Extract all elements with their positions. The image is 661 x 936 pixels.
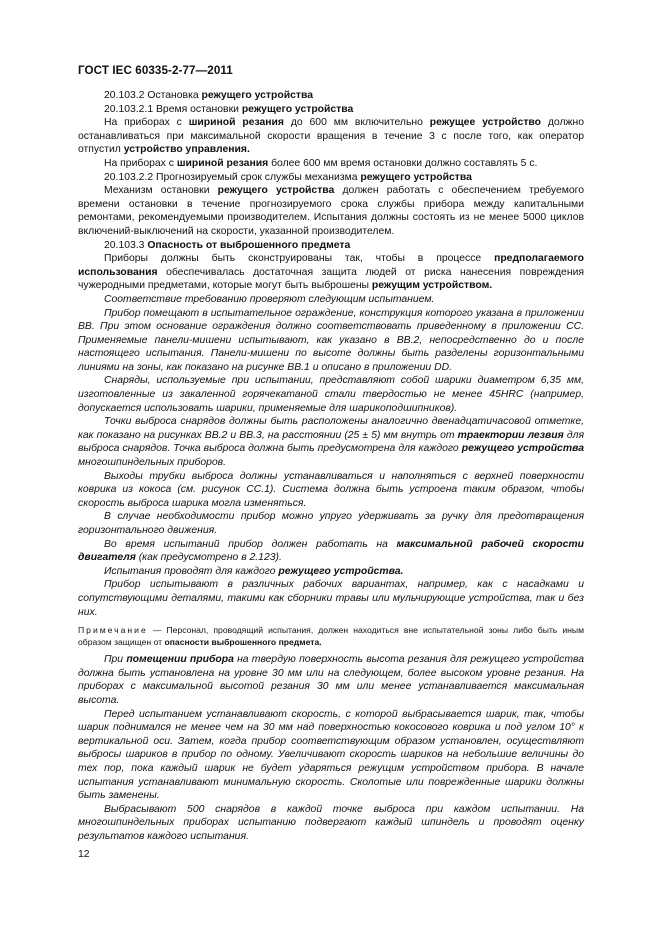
paragraph bbox=[78, 103, 584, 117]
text-run: Снаряды, используемые при испытании, представляют собой шарики диаметром 6,35 мм, изготовленные из закаленной горячекатаной стали твердостью не менее 45HRC (например, допускается использовать шарики, применяемые для шарикоподшипников). bbox=[78, 375, 584, 414]
paragraph bbox=[78, 116, 584, 157]
note-label: Примечание bbox=[78, 625, 148, 636]
bold-term: опасности выброшенного предмета. bbox=[164, 637, 322, 648]
bold-term: шириной резания bbox=[176, 157, 269, 169]
paragraph bbox=[78, 293, 584, 307]
text-run: 20.103.2 Остановка bbox=[104, 90, 202, 101]
bold-term: максимальной рабочей скорости двигателя bbox=[78, 538, 584, 564]
bold-term: режущего устройства bbox=[241, 103, 354, 115]
text-run: Точки выброса снарядов должны быть расположены аналогично двенадцатичасовой отметке, как показано на рисунках ВВ.2 и ВВ.3, на расстоянии (25 ± 5) мм внутрь от bbox=[78, 416, 584, 441]
bold-term: режущее устройство bbox=[429, 117, 542, 129]
paragraph bbox=[78, 565, 584, 579]
text-run: Перед испытанием устанавливают скорость, с которой выбрасывается шарик, так, чтобы шарик поднимался не менее чем на 30 мм над поверхностью кокосового коврика и под углом 10° к вертикальной оси. Затем, когда прибор соответствующим образом установлен, осуществляют выбросы шариков в прибор по одному. Увеличивают скорость шариков на небольшие величины до тех пор, пока каждый шарик не будет ударяться режущим устройством прибора. В начале испытания устанавливают минимальную скорость. Сколотые или поврежденные шарики должны быть заменены. bbox=[78, 708, 584, 802]
text-run: на твердую поверхность высота резания для режущего устройства должна быть установлена на уровне 30 мм или на следующем, более высоком уровне резания. На приборах с максимальной высотой резания 30 мм или менее устанавливается максимальная высота. bbox=[78, 654, 584, 706]
bold-term: режущего устройства bbox=[201, 90, 313, 101]
paragraph bbox=[78, 653, 584, 707]
text-run: Испытания проводят для каждого bbox=[104, 565, 279, 577]
text-run: обеспечивалась достаточная защита людей от риска нанесения повреждения чужеродными предметами, которые могут быть выброшены bbox=[78, 266, 584, 292]
text-run: Во время испытаний прибор должен работать на bbox=[104, 538, 397, 550]
bold-term: помещении прибора bbox=[126, 654, 234, 666]
text-run: до 600 мм включительно bbox=[284, 117, 430, 129]
text-block-main bbox=[78, 89, 584, 619]
text-run: для выброса снарядов. Точка выброса должна быть предусмотрена для каждого bbox=[78, 429, 584, 455]
text-run: При bbox=[104, 654, 127, 666]
text-run: Выбрасывают 500 снарядов в каждой точке выброса при каждом испытании. На многошпиндельных приборах испытанию подвергают каждый шпиндель и проводят оценку результатов каждого испытания. bbox=[78, 803, 584, 842]
text-run: Прибор помещают в испытательное ограждение, конструкция которого указана в приложении ВВ. При этом основание ограждения должно соответствовать приведенному в приложении СС. Применяемые панели-мишени испытывают, как указано в ВВ.2, непосредственно до и после настоящего испытания. Панели-мишени по высоте должны быть разделены горизонтальными линиями на зоны, как показано на рисунке ВВ.1 и описано в приложении DD. bbox=[78, 307, 584, 373]
text-block-continuation bbox=[78, 653, 584, 843]
paragraph bbox=[78, 239, 584, 253]
bold-term: устройство управления. bbox=[123, 144, 250, 156]
note-paragraph bbox=[78, 624, 584, 648]
text-run: более 600 мм время остановки должно составлять 5 с. bbox=[268, 157, 538, 169]
paragraph bbox=[78, 415, 584, 469]
paragraph bbox=[78, 538, 584, 565]
text-run: На приборах с bbox=[104, 117, 189, 129]
text-run: 20.103.2.1 Время остановки bbox=[104, 103, 242, 115]
bold-term: режущего устройства bbox=[217, 185, 335, 197]
bold-term: режущего устройства bbox=[461, 443, 584, 455]
text-run: многошпиндельных приборов. bbox=[78, 457, 226, 469]
text-run: 20.103.2.2 Прогнозируемый срок службы механизма bbox=[104, 171, 361, 183]
paragraph bbox=[78, 307, 584, 375]
document-body bbox=[78, 89, 584, 843]
paragraph bbox=[78, 470, 584, 511]
text-run: На приборах с bbox=[104, 157, 177, 169]
bold-term: траектории лезвия bbox=[457, 429, 564, 441]
paragraph bbox=[78, 803, 584, 844]
paragraph bbox=[78, 708, 584, 803]
bold-term: режущего устройства. bbox=[278, 565, 404, 577]
paragraph bbox=[78, 252, 584, 293]
bold-term: режущего устройства bbox=[360, 171, 472, 183]
paragraph bbox=[78, 171, 584, 185]
text-run: Соответствие требованию проверяют следующим испытанием. bbox=[104, 293, 435, 305]
text-run: Выходы трубки выброса должны устанавливаться и наполняться с верхней поверхности коврика из кокоса (см. рисунок СС.1). Система должна быть устроена таким образом, чтобы скорость выброса шарика могла изменяться. bbox=[78, 470, 584, 509]
paragraph bbox=[78, 89, 584, 103]
text-run: Приборы должны быть сконструированы так, чтобы в процессе bbox=[104, 253, 495, 265]
bold-term: Опасность от выброшенного предмета bbox=[147, 239, 351, 251]
paragraph bbox=[78, 374, 584, 415]
bold-term: шириной резания bbox=[188, 117, 284, 129]
page-header-title: ГОСТ IEC 60335-2-77—2011 bbox=[78, 64, 233, 77]
text-run: должен работать с обеспечением требуемого времени остановки в течение прогнозируемого срока службы прибора между капитальными ремонтами, рекомендуемыми производителем. Испытания должны состоять из не менее 5000 циклов включений-выключений на скорости, указанной производителем. bbox=[78, 185, 585, 237]
text-run: В случае необходимости прибор можно упруго удерживать за ручку для предотвращения горизонтального движения. bbox=[78, 511, 584, 536]
bold-term: режущим устройством. bbox=[371, 280, 493, 292]
paragraph bbox=[78, 157, 584, 171]
text-run: должно останавливаться при максимальной скорости вращения в течение 3 с после того, как оператор отпустил bbox=[78, 117, 585, 156]
paragraph bbox=[78, 578, 584, 619]
text-run: 20.103.3 bbox=[104, 239, 148, 251]
text-run: (как предусмотрено в 2.123). bbox=[135, 552, 282, 564]
text-run: Прибор испытывают в различных рабочих вариантах, например, как с насадками и сопутствующими деталями, такими как сборники травы или мульчирующие устройства, так и без них. bbox=[78, 579, 584, 618]
bold-term: предполагаемого использования bbox=[78, 253, 584, 278]
paragraph bbox=[78, 510, 584, 537]
text-run: Механизм остановки bbox=[104, 185, 218, 197]
text-run: — Персонал, проводящий испытания, должен находиться вне испытательной зоны либо быть иным образом защищен от bbox=[78, 625, 584, 648]
paragraph bbox=[78, 184, 584, 238]
page-number: 12 bbox=[78, 849, 90, 860]
